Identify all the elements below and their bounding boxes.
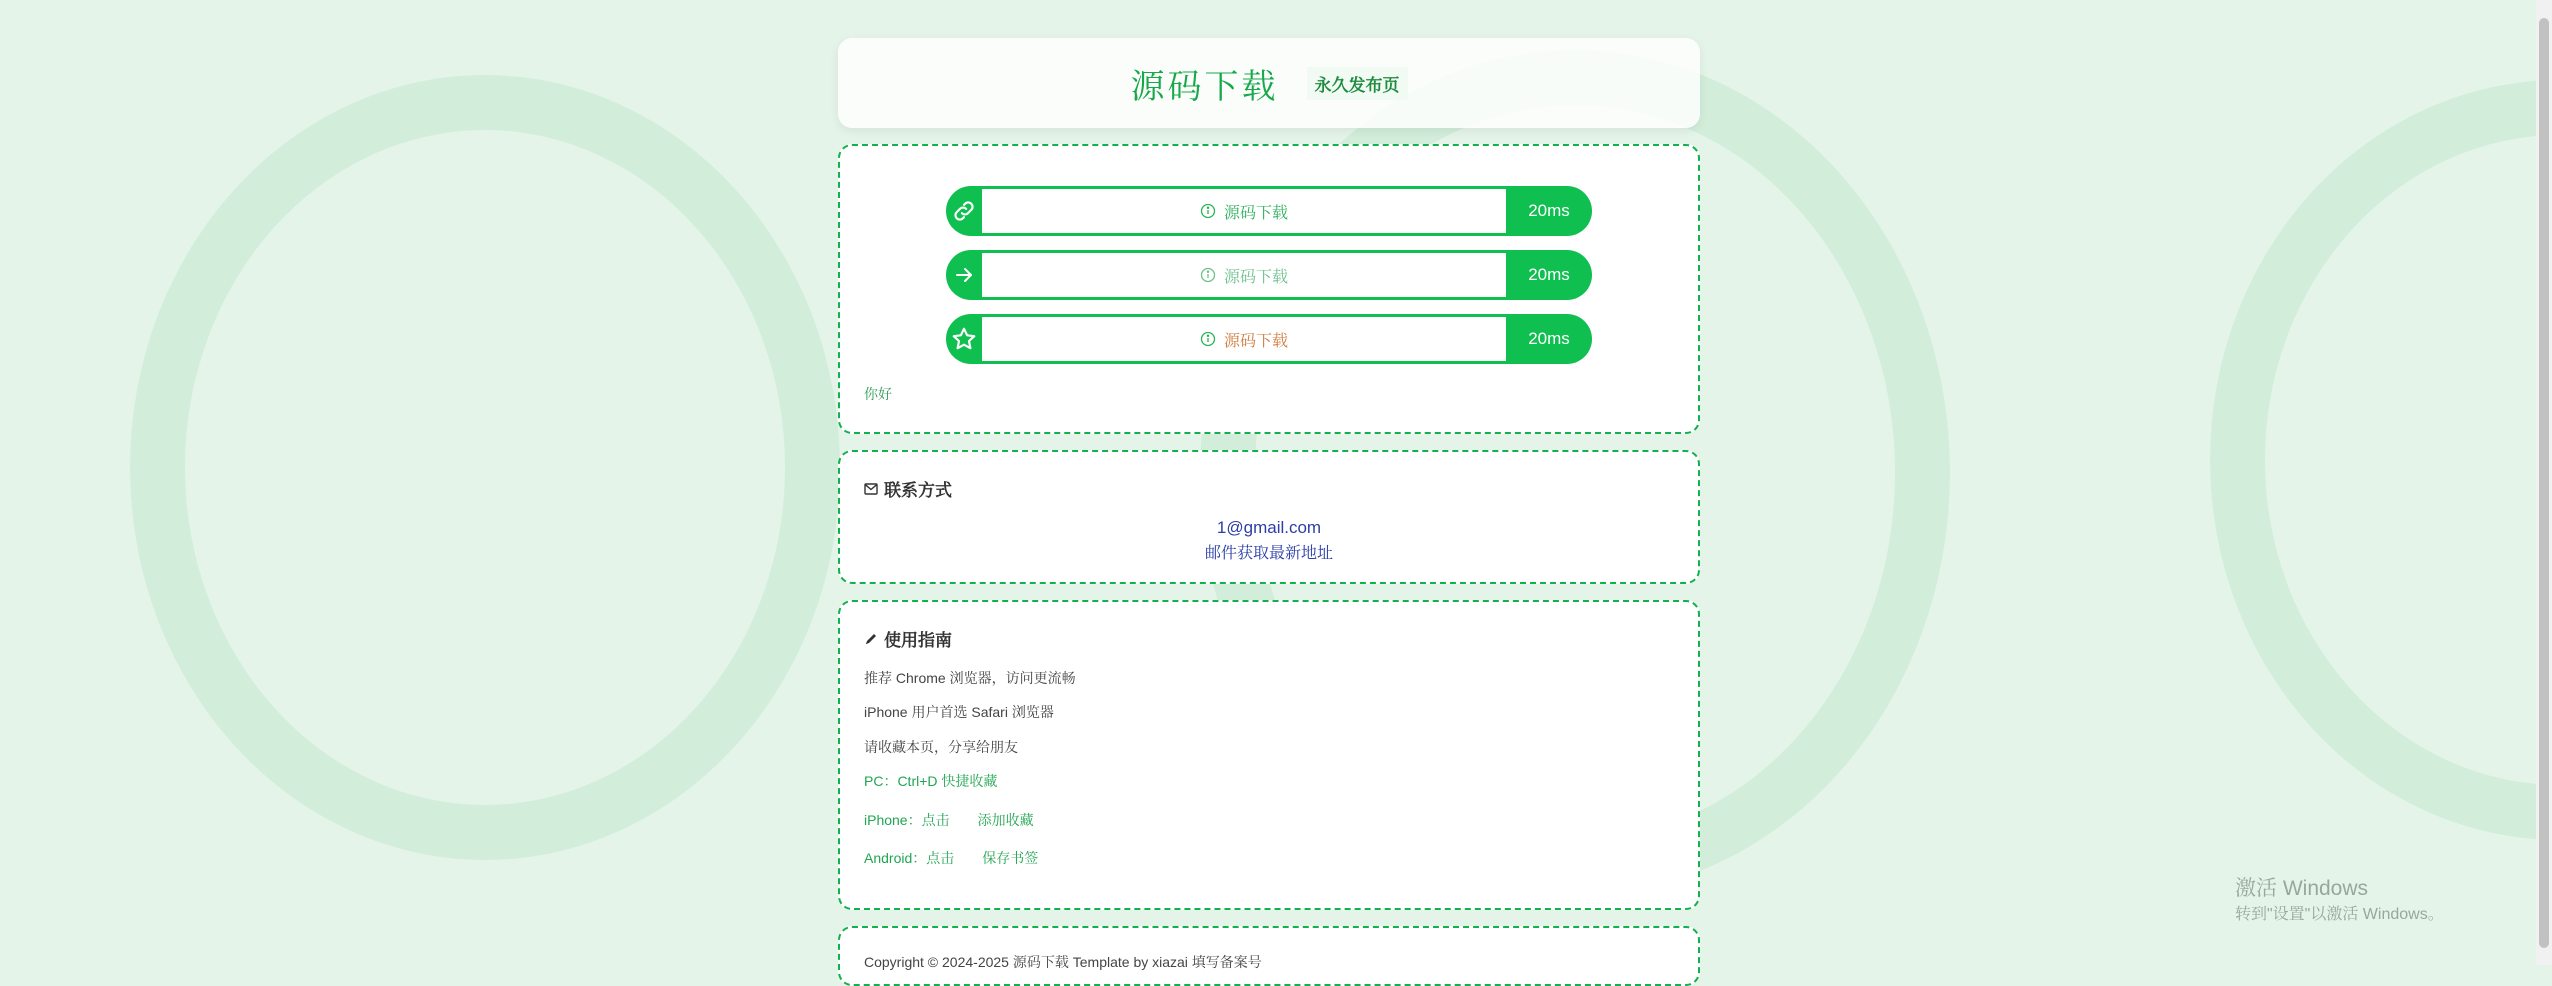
guide-card xyxy=(838,600,1700,910)
contact-heading xyxy=(864,476,952,501)
scrollbar-thumb[interactable] xyxy=(2539,18,2549,948)
main-column xyxy=(838,38,1700,986)
info-icon xyxy=(1200,331,1216,347)
guide-line-4: PC：Ctrl+D 快捷收藏 xyxy=(864,773,998,789)
download-link-1-label[interactable] xyxy=(982,189,1506,233)
download-link-1-text: 源码下载 xyxy=(1223,204,1288,222)
android-save-bookmark-link[interactable]: 保存书签 xyxy=(982,850,1039,866)
vertical-scrollbar[interactable] xyxy=(2536,0,2552,965)
download-link-3-ping: 20ms xyxy=(1528,329,1570,348)
download-link-1-ping: 20ms xyxy=(1528,201,1570,220)
guide-iphone-row xyxy=(864,810,1034,830)
footer-copyright: Copyright © 2024-2025 源码下载 Template by xiazai 填写备案号 xyxy=(864,954,1262,970)
link-icon xyxy=(946,186,982,236)
guide-heading xyxy=(864,626,952,651)
download-link-3-label[interactable] xyxy=(982,317,1506,361)
info-icon xyxy=(1200,203,1216,219)
download-link-3-text: 源码下载 xyxy=(1223,332,1288,350)
download-link-2[interactable] xyxy=(946,250,1592,300)
guide-line-2: iPhone 用户首选 Safari 浏览器 xyxy=(864,704,1054,720)
guide-iphone-label: iPhone：点击 xyxy=(864,812,950,828)
contact-card xyxy=(838,450,1700,584)
contact-email-note: 邮件获取最新地址 xyxy=(1204,545,1333,562)
links-card xyxy=(838,144,1700,434)
guide-android-label: Android：点击 xyxy=(864,850,955,866)
site-title: 源码下载 xyxy=(1130,66,1279,107)
scroll-up-arrow[interactable] xyxy=(2536,0,2552,16)
star-icon xyxy=(946,314,982,364)
page-header xyxy=(838,38,1700,128)
guide-android-row xyxy=(864,848,1038,868)
info-icon xyxy=(1200,267,1216,283)
download-link-1[interactable] xyxy=(946,186,1592,236)
pencil-icon xyxy=(864,632,878,646)
background-ring-left xyxy=(130,75,840,860)
background-ring-right xyxy=(2210,80,2552,840)
windows-activation-title: 激活 Windows xyxy=(2235,877,2369,900)
guide-line-1: 推荐 Chrome 浏览器，访问更流畅 xyxy=(864,670,1076,686)
footer-card xyxy=(838,926,1700,986)
iphone-add-favorite-link[interactable]: 添加收藏 xyxy=(977,812,1034,828)
windows-activation-hint: 转到"设置"以激活 Windows。 xyxy=(2235,906,2444,923)
download-link-2-text: 源码下载 xyxy=(1223,268,1288,286)
mail-icon xyxy=(864,483,878,495)
contact-heading-text: 联系方式 xyxy=(884,481,952,500)
guide-heading-text: 使用指南 xyxy=(884,631,952,650)
download-link-2-ping: 20ms xyxy=(1528,265,1570,284)
site-tag: 永久发布页 xyxy=(1307,67,1408,100)
download-link-2-label[interactable] xyxy=(982,253,1506,297)
arrow-right-icon xyxy=(946,250,982,300)
guide-line-3: 请收藏本页，分享给朋友 xyxy=(864,739,1018,755)
download-link-3[interactable] xyxy=(946,314,1592,364)
hello-text: 你好 xyxy=(864,386,892,402)
contact-email[interactable]: 1@gmail.com xyxy=(1216,518,1322,537)
